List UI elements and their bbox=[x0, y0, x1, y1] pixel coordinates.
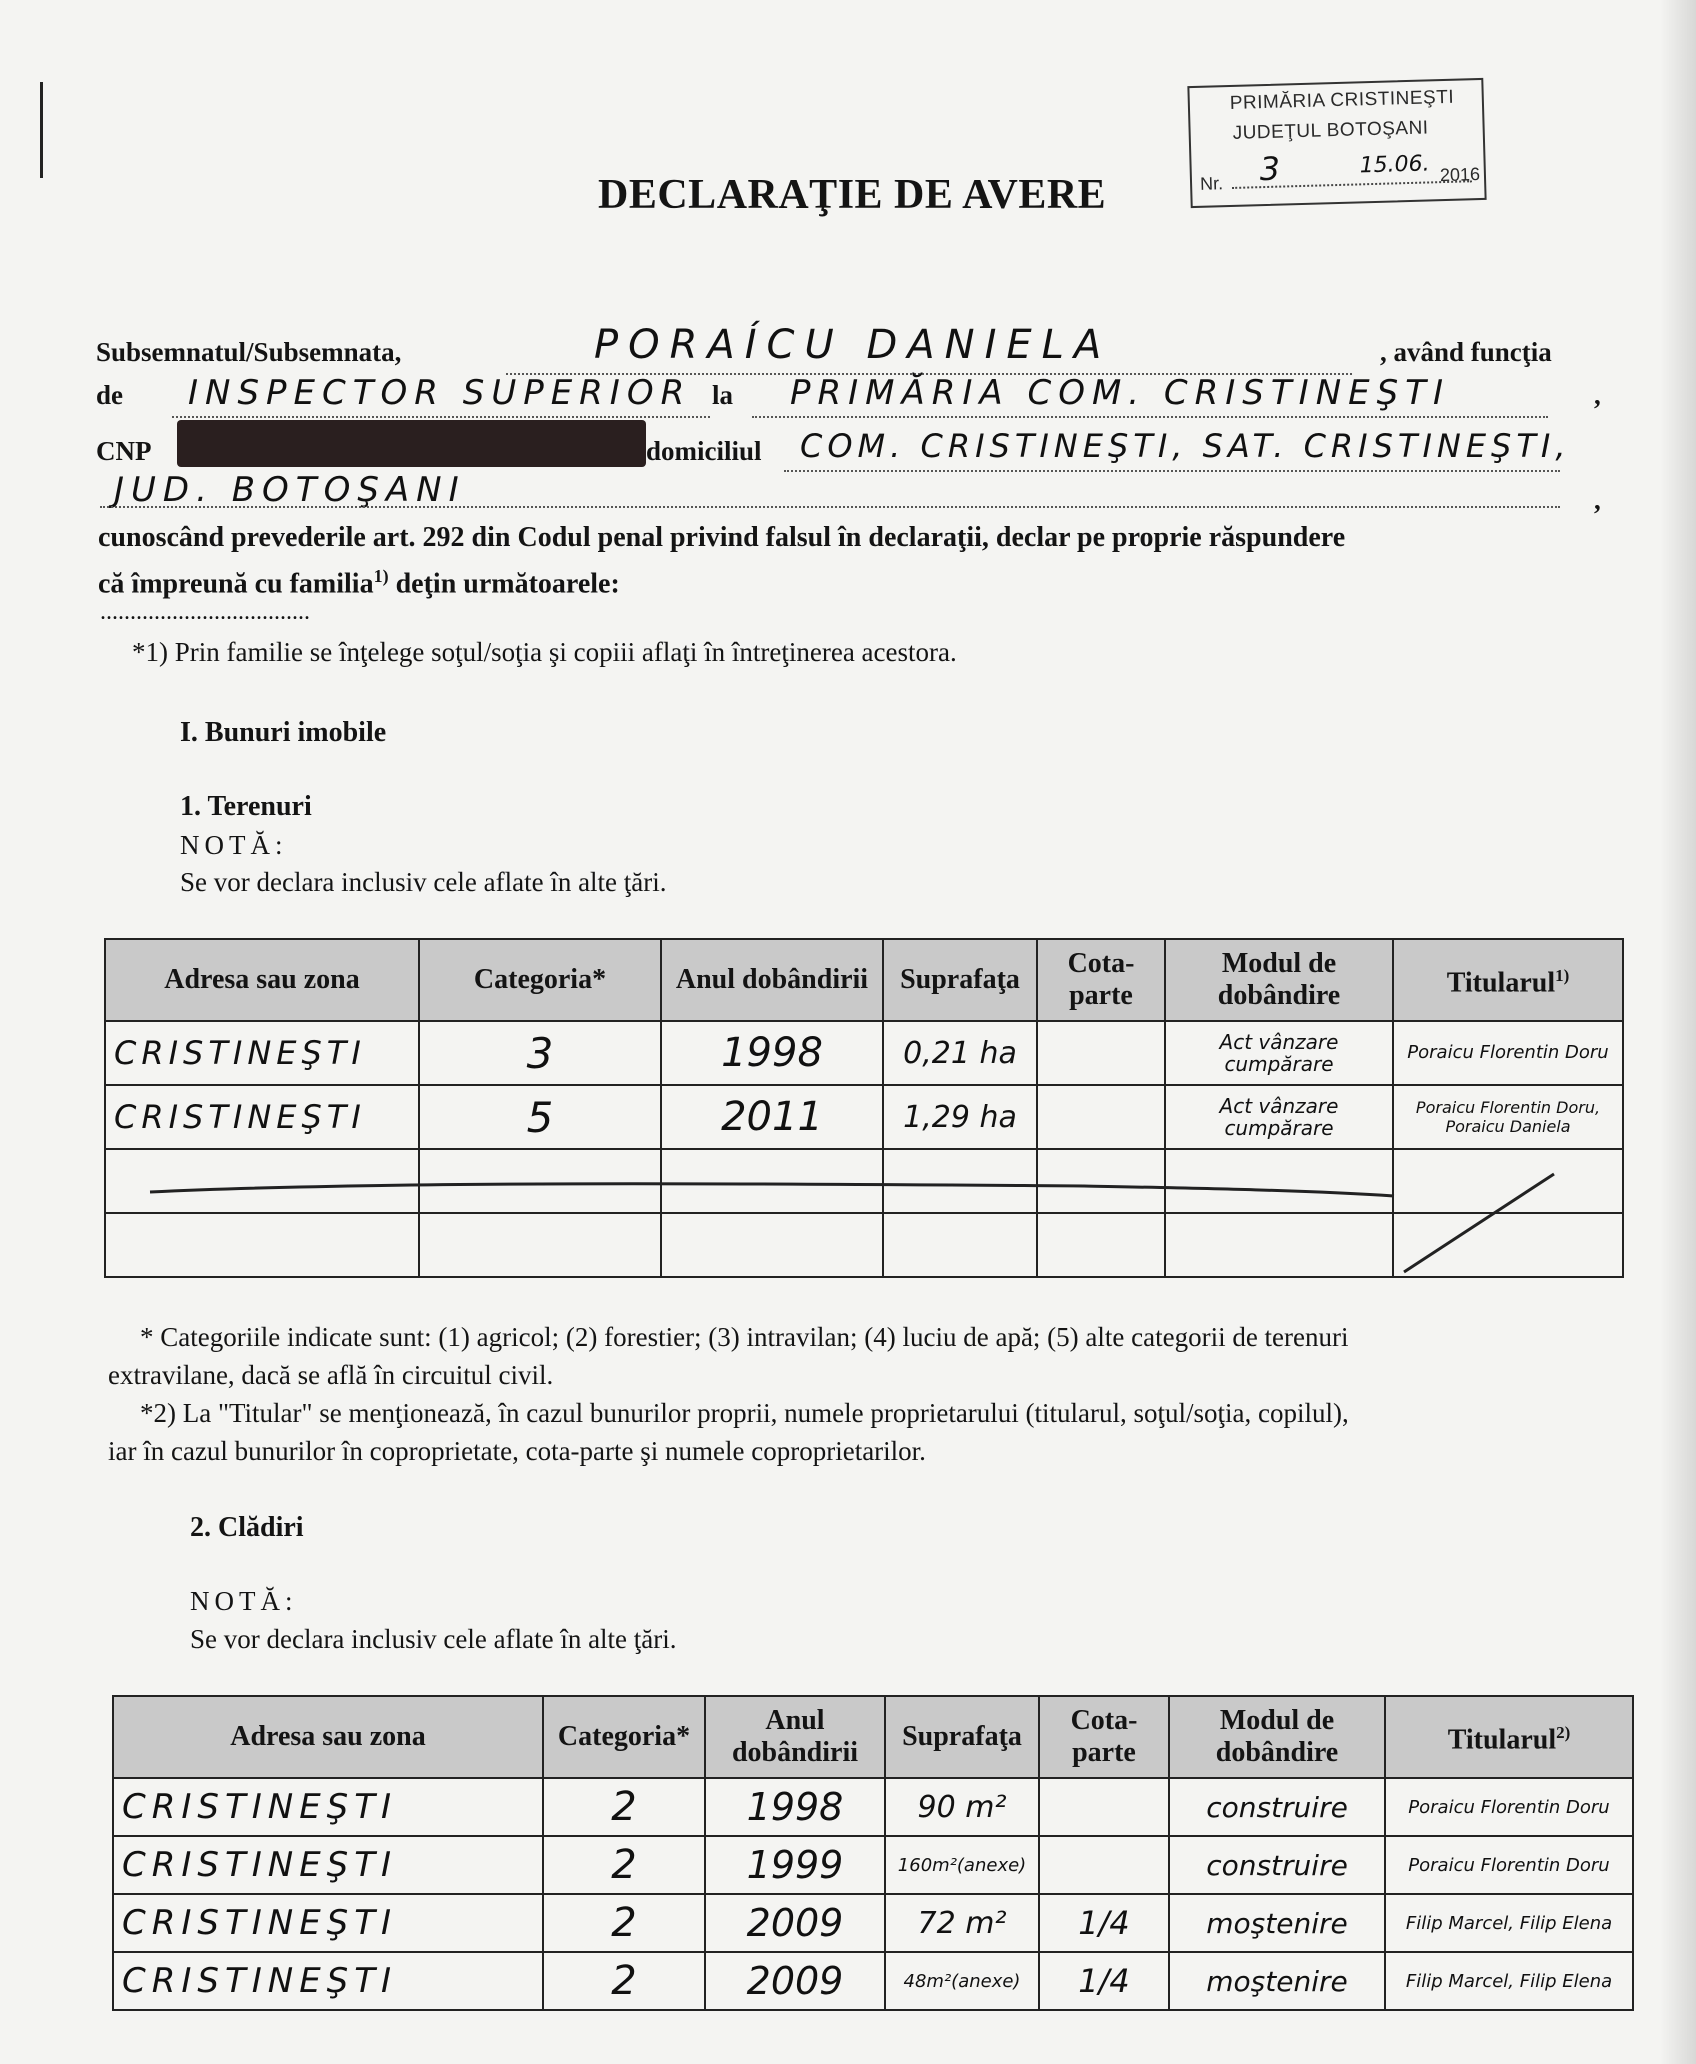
statement-line-2-a: că împreună cu familia bbox=[98, 568, 374, 600]
cell-modul: moştenire bbox=[1169, 1894, 1385, 1952]
cladiri-header-row bbox=[113, 1696, 1633, 1778]
comma-1: , bbox=[1594, 380, 1601, 410]
cancel-line-stroke bbox=[150, 1184, 1394, 1196]
comma-2: , bbox=[1594, 485, 1601, 515]
cell-categoria: 2 bbox=[543, 1778, 705, 1836]
cell-cota: 1/4 bbox=[1039, 1952, 1169, 2010]
registration-stamp bbox=[1187, 78, 1486, 208]
cell-modul: Act vânzare cumpărare bbox=[1165, 1021, 1393, 1085]
cell-adresa: CRISTINEŞTI bbox=[113, 1894, 543, 1952]
cell-modul: construire bbox=[1169, 1778, 1385, 1836]
margin-mark bbox=[40, 82, 43, 178]
domiciliul-underline bbox=[784, 470, 1560, 472]
cell-categoria: 2 bbox=[543, 1952, 705, 2010]
header-modul: Modul de dobândire bbox=[1169, 1696, 1385, 1778]
cell-adresa: CRISTINEŞTI bbox=[113, 1952, 543, 2010]
cell-adresa: CRISTINEŞTI bbox=[105, 1085, 419, 1149]
cell-titular: Filip Marcel, Filip Elena bbox=[1385, 1894, 1633, 1952]
categorii-note-line-2: extravilane, dacă se află în circuitul civil. bbox=[108, 1360, 554, 1390]
terenuri-nota-text: Se vor declara inclusiv cele aflate în alte ţări. bbox=[180, 867, 667, 897]
cell-suprafata: 160m²(anexe) bbox=[885, 1836, 1039, 1894]
family-footnote: *1) Prin familie se înţelege soţul/soţia şi copiii aflaţi în întreţinerea acestora. bbox=[132, 637, 957, 667]
statement-dots: ................................... bbox=[100, 599, 310, 625]
declarant-name: PORAÍCU DANIELA bbox=[594, 322, 1112, 368]
cell-titular: Poraicu Florentin Doru bbox=[1393, 1021, 1623, 1085]
cell-cota bbox=[1039, 1778, 1169, 1836]
functia-label: , având funcţia bbox=[1380, 337, 1552, 367]
header-suprafata: Suprafaţa bbox=[883, 939, 1037, 1021]
subsemnatul-label: Subsemnatul/Subsemnata, bbox=[96, 337, 402, 367]
cell-anul: 2009 bbox=[705, 1952, 885, 2010]
cancellation-strokes bbox=[104, 1150, 1622, 1280]
header-cota: Cota-parte bbox=[1037, 939, 1165, 1021]
cell-categoria: 5 bbox=[419, 1085, 661, 1149]
domiciliul-value-2: JUD. BOTOŞANI bbox=[114, 470, 466, 510]
domiciliul-label: domiciliul bbox=[646, 436, 762, 466]
header-titular-label: Titularul bbox=[1447, 1724, 1557, 1756]
terenuri-header-row bbox=[105, 939, 1623, 1021]
table-row bbox=[113, 1778, 1633, 1836]
statement-footnote-ref: 1) bbox=[373, 566, 389, 586]
header-adresa: Adresa sau zona bbox=[105, 939, 419, 1021]
header-suprafata: Suprafaţa bbox=[885, 1696, 1039, 1778]
cell-modul: construire bbox=[1169, 1836, 1385, 1894]
cladiri-nota-text: Se vor declara inclusiv cele aflate în alte ţări. bbox=[190, 1624, 677, 1654]
cell-categoria: 2 bbox=[543, 1836, 705, 1894]
functia-value: INSPECTOR SUPERIOR bbox=[188, 373, 692, 413]
table-row bbox=[105, 1021, 1623, 1085]
cell-adresa: CRISTINEŞTI bbox=[105, 1021, 419, 1085]
header-titular-sup: 1) bbox=[1555, 966, 1570, 986]
table-row bbox=[113, 1836, 1633, 1894]
header-titular-sup: 2) bbox=[1556, 1723, 1571, 1743]
cell-categoria: 2 bbox=[543, 1894, 705, 1952]
header-modul: Modul de dobândire bbox=[1165, 939, 1393, 1021]
stamp-date: 15.06. bbox=[1359, 151, 1430, 179]
cancel-diagonal-stroke bbox=[1404, 1174, 1554, 1272]
table-row bbox=[113, 1894, 1633, 1952]
la-label: la bbox=[712, 380, 734, 410]
header-anul: Anul dobândirii bbox=[661, 939, 883, 1021]
cell-cota bbox=[1037, 1085, 1165, 1149]
titular-note-line-2: iar în cazul bunurilor în coproprietate, cota-parte şi numele coproprietarilor. bbox=[108, 1436, 926, 1466]
de-label: de bbox=[96, 380, 123, 410]
page-title: DECLARAŢIE DE AVERE bbox=[598, 172, 1107, 218]
header-titular bbox=[1393, 939, 1623, 1021]
cell-modul: Act vânzare cumpărare bbox=[1165, 1085, 1393, 1149]
cladiri-table bbox=[112, 1695, 1634, 2011]
statement-line-2 bbox=[98, 557, 1598, 603]
cell-adresa: CRISTINEŞTI bbox=[113, 1778, 543, 1836]
cell-anul: 1999 bbox=[705, 1836, 885, 1894]
cell-titular: Poraicu Florentin Doru bbox=[1385, 1778, 1633, 1836]
stamp-nr-label: Nr. bbox=[1199, 173, 1224, 194]
titular-note-line-1: *2) La "Titular" se menţionează, în cazul bunurilor proprii, numele proprietarului (titularul, soţul/soţia, copilul), bbox=[140, 1398, 1349, 1428]
page-edge-shadow bbox=[1660, 0, 1696, 2064]
header-categoria: Categoria* bbox=[419, 939, 661, 1021]
cell-anul: 1998 bbox=[661, 1021, 883, 1085]
cell-titular: Poraicu Florentin Doru bbox=[1385, 1836, 1633, 1894]
section-terenuri: 1. Terenuri bbox=[180, 791, 312, 822]
cell-suprafata: 90 m² bbox=[885, 1778, 1039, 1836]
functia-underline bbox=[172, 416, 710, 418]
table-row bbox=[105, 1085, 1623, 1149]
cladiri-nota-label: NOTĂ: bbox=[190, 1586, 298, 1616]
stamp-year: 2016 bbox=[1439, 164, 1481, 186]
institutia-value: PRIMĂRIA COM. CRISTINEŞTI bbox=[790, 373, 1450, 413]
cell-anul: 1998 bbox=[705, 1778, 885, 1836]
statement-line-1: cunoscând prevederile art. 292 din Codul penal privind falsul în declaraţii, declar pe proprie răspundere bbox=[98, 522, 1346, 553]
header-titular-label: Titularul bbox=[1446, 967, 1556, 999]
domiciliul-underline-2 bbox=[100, 506, 1560, 508]
institutia-underline bbox=[752, 416, 1548, 418]
header-cota: Cota-parte bbox=[1039, 1696, 1169, 1778]
header-categoria: Categoria* bbox=[543, 1696, 705, 1778]
header-anul: Anul dobândirii bbox=[705, 1696, 885, 1778]
cell-titular: Poraicu Florentin Doru, Poraicu Daniela bbox=[1393, 1085, 1623, 1149]
cell-adresa: CRISTINEŞTI bbox=[113, 1836, 543, 1894]
cell-titular: Filip Marcel, Filip Elena bbox=[1385, 1952, 1633, 2010]
stamp-line-2: JUDEŢUL BOTOŞANI bbox=[1232, 117, 1429, 144]
cell-anul: 2011 bbox=[661, 1085, 883, 1149]
cell-suprafata: 1,29 ha bbox=[883, 1085, 1037, 1149]
cell-categoria: 3 bbox=[419, 1021, 661, 1085]
terenuri-nota-label: NOTĂ: bbox=[180, 830, 288, 860]
stamp-registration-number: 3 bbox=[1259, 149, 1281, 189]
categorii-note-line-1: * Categoriile indicate sunt: (1) agricol; (2) forestier; (3) intravilan; (4) luciu de apă; (5) alte categorii de terenuri bbox=[140, 1322, 1349, 1352]
cell-modul: moştenire bbox=[1169, 1952, 1385, 2010]
stamp-line-1: PRIMĂRIA CRISTINEŞTI bbox=[1229, 86, 1455, 114]
cnp-redaction bbox=[177, 420, 646, 467]
cell-suprafata: 48m²(anexe) bbox=[885, 1952, 1039, 2010]
section-cladiri: 2. Clădiri bbox=[190, 1512, 304, 1543]
cell-suprafata: 0,21 ha bbox=[883, 1021, 1037, 1085]
header-adresa: Adresa sau zona bbox=[113, 1696, 543, 1778]
cnp-label: CNP bbox=[96, 436, 152, 466]
header-titular bbox=[1385, 1696, 1633, 1778]
cell-anul: 2009 bbox=[705, 1894, 885, 1952]
table-row bbox=[113, 1952, 1633, 2010]
domiciliul-value: COM. CRISTINEŞTI, SAT. CRISTINEŞTI, bbox=[800, 427, 1571, 465]
cell-suprafata: 72 m² bbox=[885, 1894, 1039, 1952]
cell-cota: 1/4 bbox=[1039, 1894, 1169, 1952]
cell-cota bbox=[1037, 1021, 1165, 1085]
cell-cota bbox=[1039, 1836, 1169, 1894]
statement-line-2-b: deţin următoarele: bbox=[388, 568, 620, 600]
section-bunuri-imobile: I. Bunuri imobile bbox=[180, 717, 387, 748]
